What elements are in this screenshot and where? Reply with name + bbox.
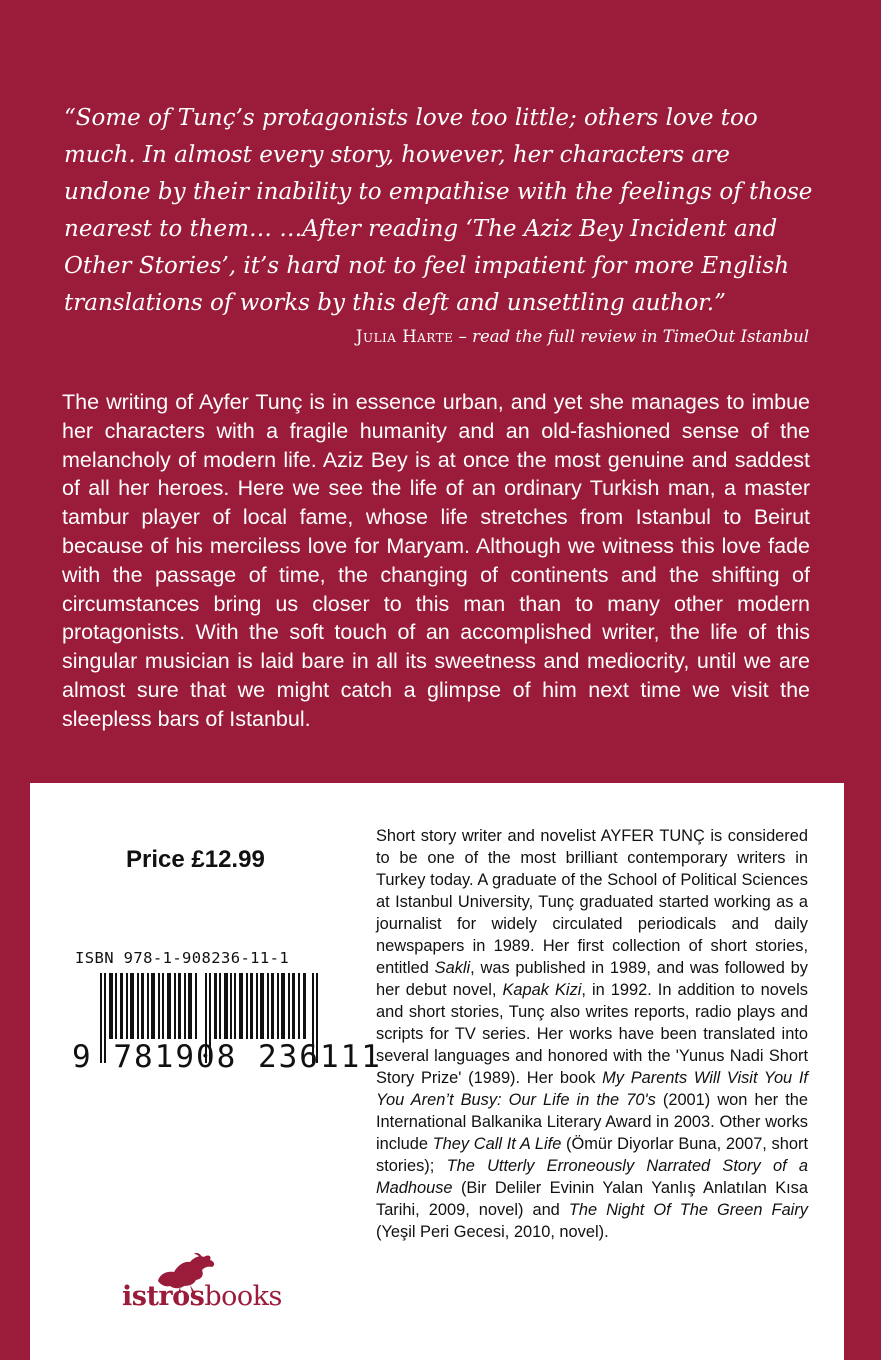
bio-text: (Bir Deliler Evinin Yalan Yanlış Anlatılan Kısa Tarihi, 2009, novel) and	[376, 1179, 808, 1219]
price-label: Price £12.99	[126, 846, 265, 873]
bio-title: The Night Of The Green Fairy	[568, 1201, 808, 1219]
bio-text: , was published in 1989, and was followed by her debut novel,	[376, 959, 808, 999]
attribution-source: – read the full review in TimeOut Istanbul	[453, 327, 809, 346]
logo-wordmark-bold: istros	[122, 1281, 205, 1312]
barcode-number: 9 781908 236111	[72, 1039, 382, 1075]
bio-text: , in 1992. In addition to novels and short stories, Tunç also writes reports, radio plays and scripts for TV series. Her works have been translated into several languages and honored with the 'Yunus Nadi Short Story Prize' (1989). Her book	[376, 981, 808, 1087]
bio-title: Sakli	[434, 959, 471, 977]
bio-title: Kapak Kizi	[502, 981, 582, 999]
review-quote: “Some of Tunç’s protagonists love too little; others love too much. In almost every story, however, her characters are undone by their inability to empathise with the feelings of those nearest to them… …After reading ‘The Aziz Bey Incident and Other Stories’, it’s hard not to feel impatient for more English translations of works by this deft and unsettling author.”	[64, 105, 813, 316]
bio-title: My Parents Will Visit You If You Aren’t Busy: Our Life in the 70's	[376, 1069, 808, 1109]
quote-attribution	[356, 327, 809, 346]
author-bio	[376, 825, 808, 1243]
bio-text: (Yeşil Peri Gecesi, 2010, novel).	[376, 1223, 609, 1241]
bio-text: (2001) won her the International Balkanika Literary Award in 2003. Other works include	[376, 1091, 808, 1153]
bio-title: They Call It A Life	[432, 1135, 562, 1153]
bio-text: (Ömür Diyorlar Buna, 2007, short stories);	[376, 1135, 808, 1175]
attribution-name: Julia Harte	[355, 327, 454, 346]
book-blurb: The writing of Ayfer Tunç is in essence urban, and yet she manages to imbue her characters with a fragile humanity and an old-fashioned sense of the melancholy of modern life. Aziz Bey is at once the most genuine and saddest of all her heroes. Here we see the life of an ordinary Turkish man, a master tambur player of local fame, whose life stretches from Istanbul to Beirut because of his merciless love for Maryam. Although we witness this love fade with the passage of time, the changing of continents and the shifting of circumstances bring us closer to this man than to many other modern protagonists. With the soft touch of an accomplished writer, the life of this singular musician is laid bare in all its sweetness and mediocrity, until we are almost sure that we might catch a glimpse of him next time we visit the sleepless bars of Istanbul.	[62, 390, 810, 731]
bio-title: The Utterly Erroneously Narrated Story of a Madhouse	[376, 1157, 808, 1197]
logo-wordmark	[122, 1281, 282, 1312]
isbn-label: ISBN 978-1-908236-11-1	[75, 949, 290, 967]
info-panel	[30, 783, 844, 1360]
logo-wordmark-regular: books	[204, 1281, 282, 1312]
bio-text: Short story writer and novelist AYFER TUNÇ is considered to be one of the most brilliant contemporary writers in Turkey today. A graduate of the School of Political Sciences at Istanbul University, Tunç graduated started working as a journalist for widely circulated periodicals and daily newspapers in 1989. Her first collection of short stories, entitled	[376, 827, 808, 977]
publisher-logo	[122, 1251, 312, 1321]
